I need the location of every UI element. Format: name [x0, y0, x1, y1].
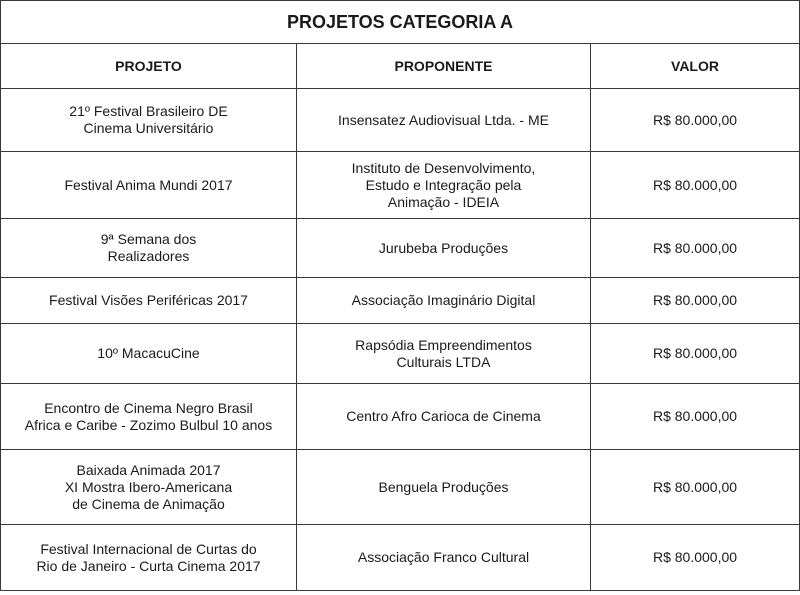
value-cell: R$ 80.000,00: [591, 219, 800, 278]
table-row: [1, 324, 800, 384]
project-cell: Festival Visões Periféricas 2017: [1, 278, 297, 324]
value-cell: R$ 80.000,00: [591, 324, 800, 384]
table-row: [1, 152, 800, 219]
table-row: [1, 450, 800, 525]
proponent-cell: Insensatez Audiovisual Ltda. - ME: [297, 89, 591, 152]
table-row: [1, 525, 800, 591]
table-row: [1, 219, 800, 278]
value-cell: R$ 80.000,00: [591, 384, 800, 450]
project-cell: 21º Festival Brasileiro DE Cinema Universitário: [1, 89, 297, 152]
project-cell: 10º MacacuCine: [1, 324, 297, 384]
value-cell: R$ 80.000,00: [591, 89, 800, 152]
proponent-cell: Rapsódia Empreendimentos Culturais LTDA: [297, 324, 591, 384]
value-cell: R$ 80.000,00: [591, 278, 800, 324]
table-row: [1, 384, 800, 450]
proponent-cell: Benguela Produções: [297, 450, 591, 525]
project-cell: Festival Anima Mundi 2017: [1, 152, 297, 219]
project-cell: Baixada Animada 2017 XI Mostra Ibero-Americana de Cinema de Animação: [1, 450, 297, 525]
header-row: [1, 44, 800, 89]
title-row: [1, 1, 800, 44]
project-cell: Encontro de Cinema Negro Brasil Africa e Caribe - Zozimo Bulbul 10 anos: [1, 384, 297, 450]
value-cell: R$ 80.000,00: [591, 152, 800, 219]
table-row: [1, 278, 800, 324]
table-row: [1, 89, 800, 152]
header-project: PROJETO: [1, 44, 297, 89]
proponent-cell: Associação Franco Cultural: [297, 525, 591, 591]
header-proponent: PROPONENTE: [297, 44, 591, 89]
project-cell: 9ª Semana dos Realizadores: [1, 219, 297, 278]
proponent-cell: Jurubeba Produções: [297, 219, 591, 278]
proponent-cell: Instituto de Desenvolvimento, Estudo e Integração pela Animação - IDEIA: [297, 152, 591, 219]
proponent-cell: Centro Afro Carioca de Cinema: [297, 384, 591, 450]
table-title: PROJETOS CATEGORIA A: [1, 1, 800, 44]
value-cell: R$ 80.000,00: [591, 450, 800, 525]
proponent-cell: Associação Imaginário Digital: [297, 278, 591, 324]
project-cell: Festival Internacional de Curtas do Rio de Janeiro - Curta Cinema 2017: [1, 525, 297, 591]
header-value: VALOR: [591, 44, 800, 89]
value-cell: R$ 80.000,00: [591, 525, 800, 591]
